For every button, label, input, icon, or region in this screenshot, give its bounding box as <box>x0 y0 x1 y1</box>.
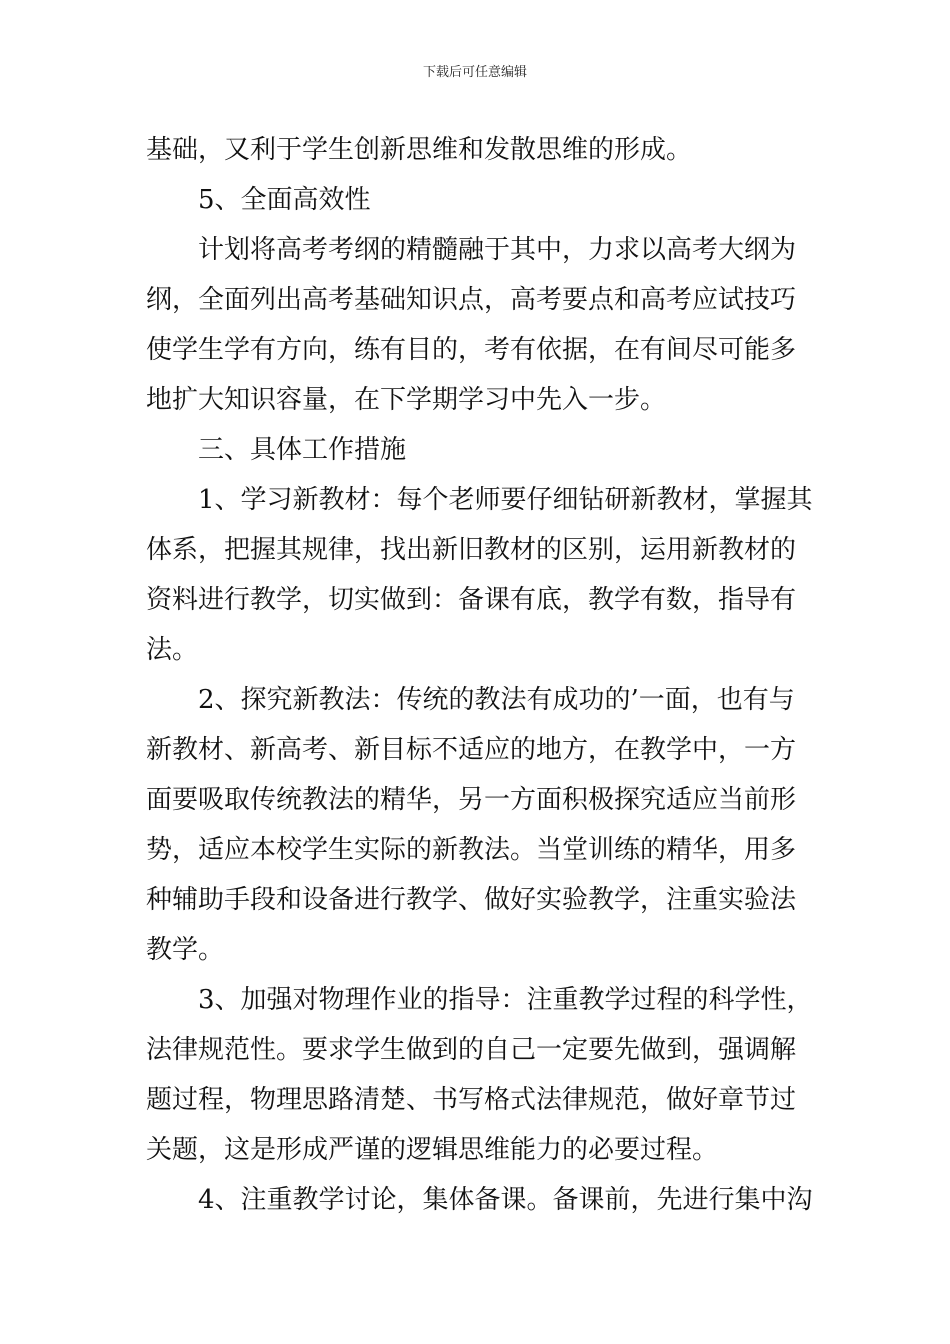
text-line: 资料进行教学，切实做到：备课有底，教学有数，指导有 <box>146 585 797 615</box>
text-line: 体系，把握其规律，找出新旧教材的区别，运用新教材的 <box>146 535 797 565</box>
text-line: 4、注重教学讨论，集体备课。备课前，先进行集中沟 <box>198 1185 813 1215</box>
text-line: 1、学习新教材：每个老师要仔细钻研新教材，掌握其 <box>198 485 813 515</box>
text-line: 地扩大知识容量，在下学期学习中先入一步。 <box>146 385 667 415</box>
section-heading: 5、全面高效性 <box>198 185 371 215</box>
text-line: 题过程，物理思路清楚、书写格式法律规范，做好章节过 <box>146 1085 797 1115</box>
text-line: 2、探究新教法：传统的教法有成功的’一面，也有与 <box>198 685 795 715</box>
text-line: 新教材、新高考、新目标不适应的地方，在教学中，一方 <box>146 735 797 765</box>
text-line: 3、加强对物理作业的指导：注重教学过程的科学性， <box>198 985 813 1015</box>
section-heading: 三、具体工作措施 <box>198 435 407 465</box>
text-line: 法律规范性。要求学生做到的自己一定要先做到，强调解 <box>146 1035 797 1065</box>
document-body <box>146 125 811 1225</box>
text-line: 面要吸取传统教法的精华，另一方面积极探究适应当前形 <box>146 785 797 815</box>
text-line: 法。 <box>146 635 199 665</box>
text-line: 纲，全面列出高考基础知识点，高考要点和高考应试技巧 <box>146 285 797 315</box>
text-line: 使学生学有方向，练有目的，考有依据，在有间尽可能多 <box>146 335 797 365</box>
text-line: 势，适应本校学生实际的新教法。当堂训练的精华，用多 <box>146 835 797 865</box>
text-line: 关题，这是形成严谨的逻辑思维能力的必要过程。 <box>146 1135 719 1165</box>
text-line: 计划将高考考纲的精髓融于其中，力求以高考大纲为 <box>198 235 797 265</box>
text-line: 种辅助手段和设备进行教学、做好实验教学，注重实验法 <box>146 885 797 915</box>
text-line: 基础，又利于学生创新思维和发散思维的形成。 <box>146 135 693 165</box>
text-line: 教学。 <box>146 935 225 965</box>
page-header-note: 下载后可任意编辑 <box>422 65 527 80</box>
